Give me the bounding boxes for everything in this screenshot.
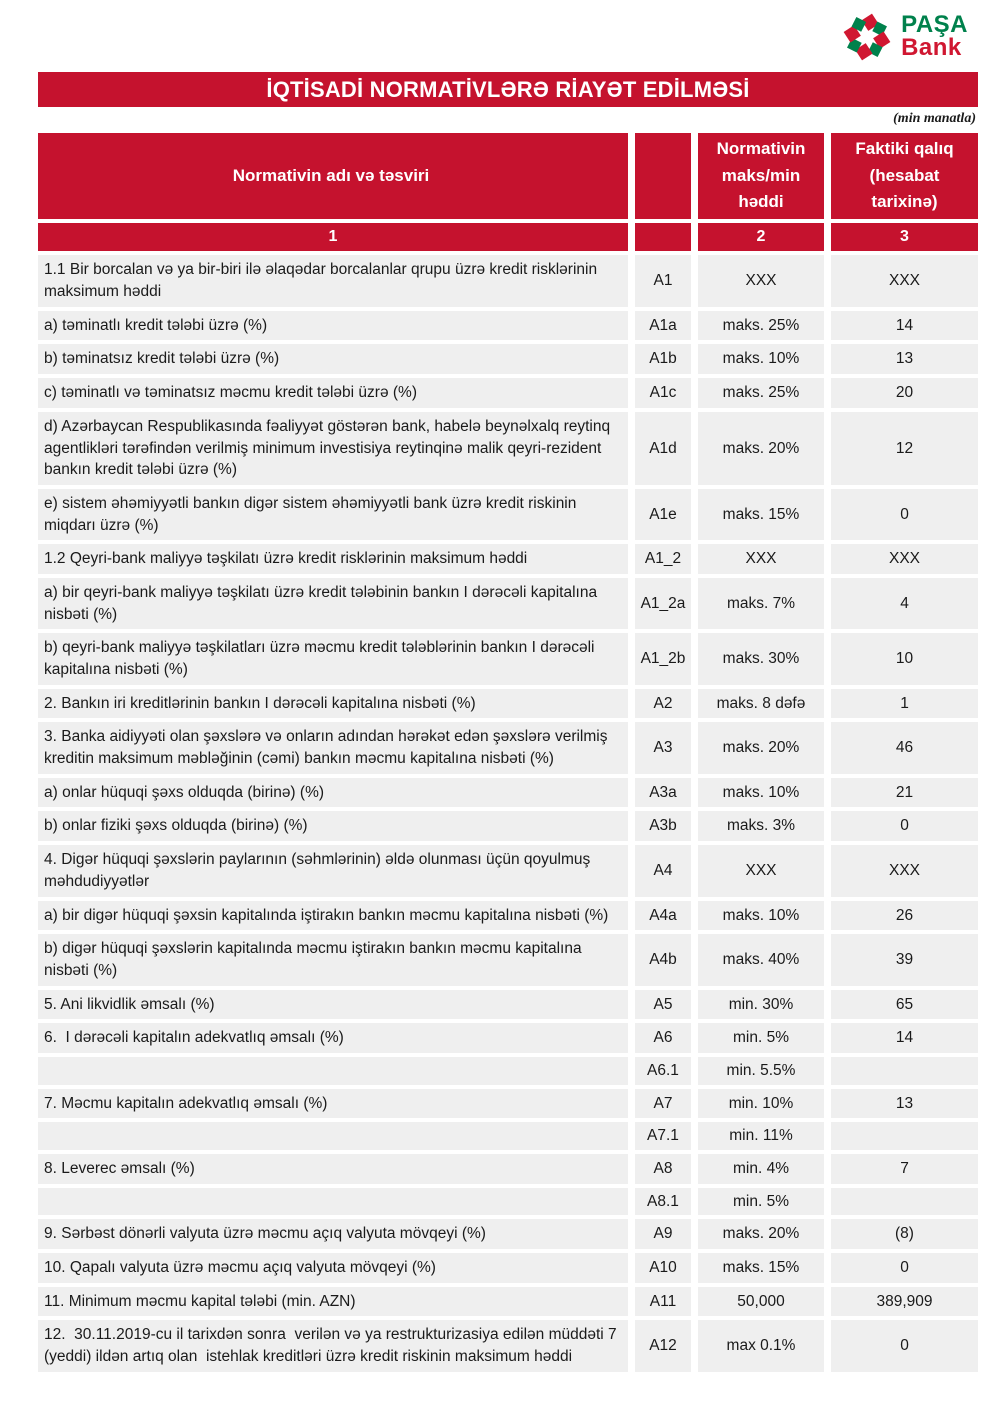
row-4-actual-cell: 12 — [831, 412, 978, 485]
row-18-actual-cell — [831, 1057, 978, 1085]
header-name-column: Normativin adı və təsviri — [38, 133, 628, 219]
units-note: (min manatla) — [893, 111, 976, 126]
row-25-limit-cell: 50,000 — [698, 1287, 824, 1317]
row-22-name-cell — [38, 1188, 628, 1216]
row-20-code-cell: A7.1 — [635, 1122, 691, 1150]
row-17-name-cell: 6. I dərəcəli kapitalın adekvatlıq əmsalı (%) — [38, 1023, 628, 1053]
column-number-code — [635, 223, 691, 251]
header-actual-column: Faktiki qalıq (hesabat tarixinə) — [831, 133, 978, 219]
row-15-actual-cell: 39 — [831, 934, 978, 985]
row-18-name-cell — [38, 1057, 628, 1085]
row-1-actual-cell: 14 — [831, 311, 978, 341]
row-2-name-cell: b) təminatsız kredit tələbi üzrə (%) — [38, 344, 628, 374]
row-2-code-cell: A1b — [635, 344, 691, 374]
row-20-limit-cell: min. 11% — [698, 1122, 824, 1150]
row-3-name-cell: c) təminatlı və təminatsız məcmu kredit tələbi üzrə (%) — [38, 378, 628, 408]
row-3-actual-cell: 20 — [831, 378, 978, 408]
row-10-actual-cell: 46 — [831, 722, 978, 773]
pasha-bank-logo — [841, 11, 968, 63]
row-23-name-cell: 9. Sərbəst dönərli valyuta üzrə məcmu açıq valyuta mövqeyi (%) — [38, 1219, 628, 1249]
row-21-actual-cell: 7 — [831, 1154, 978, 1184]
row-15-limit-cell: maks. 40% — [698, 934, 824, 985]
row-2-limit-cell: maks. 10% — [698, 344, 824, 374]
row-6-code-cell: A1_2 — [635, 544, 691, 574]
row-15-code-cell: A4b — [635, 934, 691, 985]
header-limit-column: Normativin maks/min həddi — [698, 133, 824, 219]
row-1-name-cell: a) təminatlı kredit tələbi üzrə (%) — [38, 311, 628, 341]
row-8-code-cell: A1_2b — [635, 633, 691, 684]
row-5-actual-cell: 0 — [831, 489, 978, 540]
row-13-actual-cell: XXX — [831, 845, 978, 896]
row-19-code-cell: A7 — [635, 1089, 691, 1119]
row-25-actual-cell: 389,909 — [831, 1287, 978, 1317]
row-7-limit-cell: maks. 7% — [698, 578, 824, 629]
column-number-2: 2 — [698, 223, 824, 251]
row-26-name-cell: 12. 30.11.2019-cu il tarixdən sonra verilən və ya restrukturizasiya edilən müddəti 7 (yeddi) ildən artıq olan istehlak kreditləri üzrə kredit riskinin maksimum həddi — [38, 1320, 628, 1371]
row-14-limit-cell: maks. 10% — [698, 901, 824, 931]
row-9-code-cell: A2 — [635, 689, 691, 719]
row-20-name-cell — [38, 1122, 628, 1150]
row-0-name-cell: 1.1 Bir borcalan və ya bir-biri ilə əlaqədar borcalanlar qrupu üzrə kredit risklərinin maksimum həddi — [38, 255, 628, 306]
row-17-code-cell: A6 — [635, 1023, 691, 1053]
row-24-limit-cell: maks. 15% — [698, 1253, 824, 1283]
row-19-actual-cell: 13 — [831, 1089, 978, 1119]
row-10-name-cell: 3. Banka aidiyyəti olan şəxslərə və onların adından hərəkət edən şəxslərə verilmiş kreditin maksimum məbləğinin (cəmi) bankın məcmu kapitalına nisbəti (%) — [38, 722, 628, 773]
row-21-name-cell: 8. Leverec əmsalı (%) — [38, 1154, 628, 1184]
row-8-name-cell: b) qeyri-bank maliyyə təşkilatları üzrə məcmu kredit tələblərinin bankın I dərəcəli kapitalına nisbəti (%) — [38, 633, 628, 684]
row-16-actual-cell: 65 — [831, 990, 978, 1020]
row-26-limit-cell: max 0.1% — [698, 1320, 824, 1371]
row-22-limit-cell: min. 5% — [698, 1188, 824, 1216]
row-26-code-cell: A12 — [635, 1320, 691, 1371]
header-code-column — [635, 133, 691, 219]
row-16-code-cell: A5 — [635, 990, 691, 1020]
row-23-limit-cell: maks. 20% — [698, 1219, 824, 1249]
row-12-name-cell: b) onlar fiziki şəxs olduqda (birinə) (%) — [38, 811, 628, 841]
row-15-name-cell: b) digər hüquqi şəxslərin kapitalında məcmu iştirakın bankın məcmu kapitalına nisbəti (%) — [38, 934, 628, 985]
column-number-1: 1 — [38, 223, 628, 251]
row-7-code-cell: A1_2a — [635, 578, 691, 629]
page-title: İQTİSADİ NORMATİVLƏRƏ RİAYƏT EDİLMƏSİ — [38, 72, 978, 107]
row-9-name-cell: 2. Bankın iri kreditlərinin bankın I dərəcəli kapitalına nisbəti (%) — [38, 689, 628, 719]
row-0-limit-cell: XXX — [698, 255, 824, 306]
row-26-actual-cell: 0 — [831, 1320, 978, 1371]
row-9-limit-cell: maks. 8 dəfə — [698, 689, 824, 719]
row-12-code-cell: A3b — [635, 811, 691, 841]
row-0-code-cell: A1 — [635, 255, 691, 306]
row-13-name-cell: 4. Digər hüquqi şəxslərin paylarının (səhmlərinin) əldə olunması üçün qoyulmuş məhdudiyyətlər — [38, 845, 628, 896]
row-9-actual-cell: 1 — [831, 689, 978, 719]
row-13-limit-cell: XXX — [698, 845, 824, 896]
row-0-actual-cell: XXX — [831, 255, 978, 306]
row-23-code-cell: A9 — [635, 1219, 691, 1249]
row-14-code-cell: A4a — [635, 901, 691, 931]
row-20-actual-cell — [831, 1122, 978, 1150]
row-19-limit-cell: min. 10% — [698, 1089, 824, 1119]
row-25-name-cell: 11. Minimum məcmu kapital tələbi (min. AZN) — [38, 1287, 628, 1317]
row-24-actual-cell: 0 — [831, 1253, 978, 1283]
row-14-actual-cell: 26 — [831, 901, 978, 931]
row-2-actual-cell: 13 — [831, 344, 978, 374]
row-16-name-cell: 5. Ani likvidlik əmsalı (%) — [38, 990, 628, 1020]
row-12-actual-cell: 0 — [831, 811, 978, 841]
row-11-name-cell: a) onlar hüquqi şəxs olduqda (birinə) (%) — [38, 778, 628, 808]
row-4-name-cell: d) Azərbaycan Respublikasında fəaliyyət göstərən bank, habelə beynəlxalq reytinq agentlikləri tərəfindən verilmiş minimum investisiya reytinqinə malik qeyri-rezident bankın kredit tələbi üzrə (%) — [38, 412, 628, 485]
row-18-limit-cell: min. 5.5% — [698, 1057, 824, 1085]
logo-text-bank: Bank — [901, 34, 962, 61]
header-row — [38, 8, 978, 66]
row-14-name-cell: a) bir digər hüquqi şəxsin kapitalında iştirakın bankın məcmu kapitalına nisbəti (%) — [38, 901, 628, 931]
row-22-code-cell: A8.1 — [635, 1188, 691, 1216]
row-19-name-cell: 7. Məcmu kapitalın adekvatlıq əmsalı (%) — [38, 1089, 628, 1119]
row-5-code-cell: A1e — [635, 489, 691, 540]
row-6-name-cell: 1.2 Qeyri-bank maliyyə təşkilatı üzrə kredit risklərinin maksimum həddi — [38, 544, 628, 574]
logo-wordmark — [901, 11, 968, 61]
norms-table — [38, 133, 978, 1372]
row-16-limit-cell: min. 30% — [698, 990, 824, 1020]
row-6-limit-cell: XXX — [698, 544, 824, 574]
pinwheel-icon — [841, 11, 893, 63]
row-11-limit-cell: maks. 10% — [698, 778, 824, 808]
row-1-limit-cell: maks. 25% — [698, 311, 824, 341]
row-22-actual-cell — [831, 1188, 978, 1216]
row-10-code-cell: A3 — [635, 722, 691, 773]
row-8-limit-cell: maks. 30% — [698, 633, 824, 684]
row-8-actual-cell: 10 — [831, 633, 978, 684]
row-4-code-cell: A1d — [635, 412, 691, 485]
row-1-code-cell: A1a — [635, 311, 691, 341]
row-11-actual-cell: 21 — [831, 778, 978, 808]
row-3-code-cell: A1c — [635, 378, 691, 408]
row-11-code-cell: A3a — [635, 778, 691, 808]
row-21-code-cell: A8 — [635, 1154, 691, 1184]
row-18-code-cell: A6.1 — [635, 1057, 691, 1085]
column-number-3: 3 — [831, 223, 978, 251]
row-7-name-cell: a) bir qeyri-bank maliyyə təşkilatı üzrə kredit tələbinin bankın I dərəcəli kapitalına nisbəti (%) — [38, 578, 628, 629]
row-13-code-cell: A4 — [635, 845, 691, 896]
row-25-code-cell: A11 — [635, 1287, 691, 1317]
row-6-actual-cell: XXX — [831, 544, 978, 574]
row-10-limit-cell: maks. 20% — [698, 722, 824, 773]
row-4-limit-cell: maks. 20% — [698, 412, 824, 485]
logo-text-pasha: PAŞA — [901, 11, 968, 39]
row-24-code-cell: A10 — [635, 1253, 691, 1283]
row-21-limit-cell: min. 4% — [698, 1154, 824, 1184]
row-3-limit-cell: maks. 25% — [698, 378, 824, 408]
row-24-name-cell: 10. Qapalı valyuta üzrə məcmu açıq valyuta mövqeyi (%) — [38, 1253, 628, 1283]
row-17-actual-cell: 14 — [831, 1023, 978, 1053]
row-17-limit-cell: min. 5% — [698, 1023, 824, 1053]
row-12-limit-cell: maks. 3% — [698, 811, 824, 841]
row-5-name-cell: e) sistem əhəmiyyətli bankın digər sistem əhəmiyyətli bank üzrə kredit riskinin miqdarı üzrə (%) — [38, 489, 628, 540]
row-7-actual-cell: 4 — [831, 578, 978, 629]
row-5-limit-cell: maks. 15% — [698, 489, 824, 540]
row-23-actual-cell: (8) — [831, 1219, 978, 1249]
